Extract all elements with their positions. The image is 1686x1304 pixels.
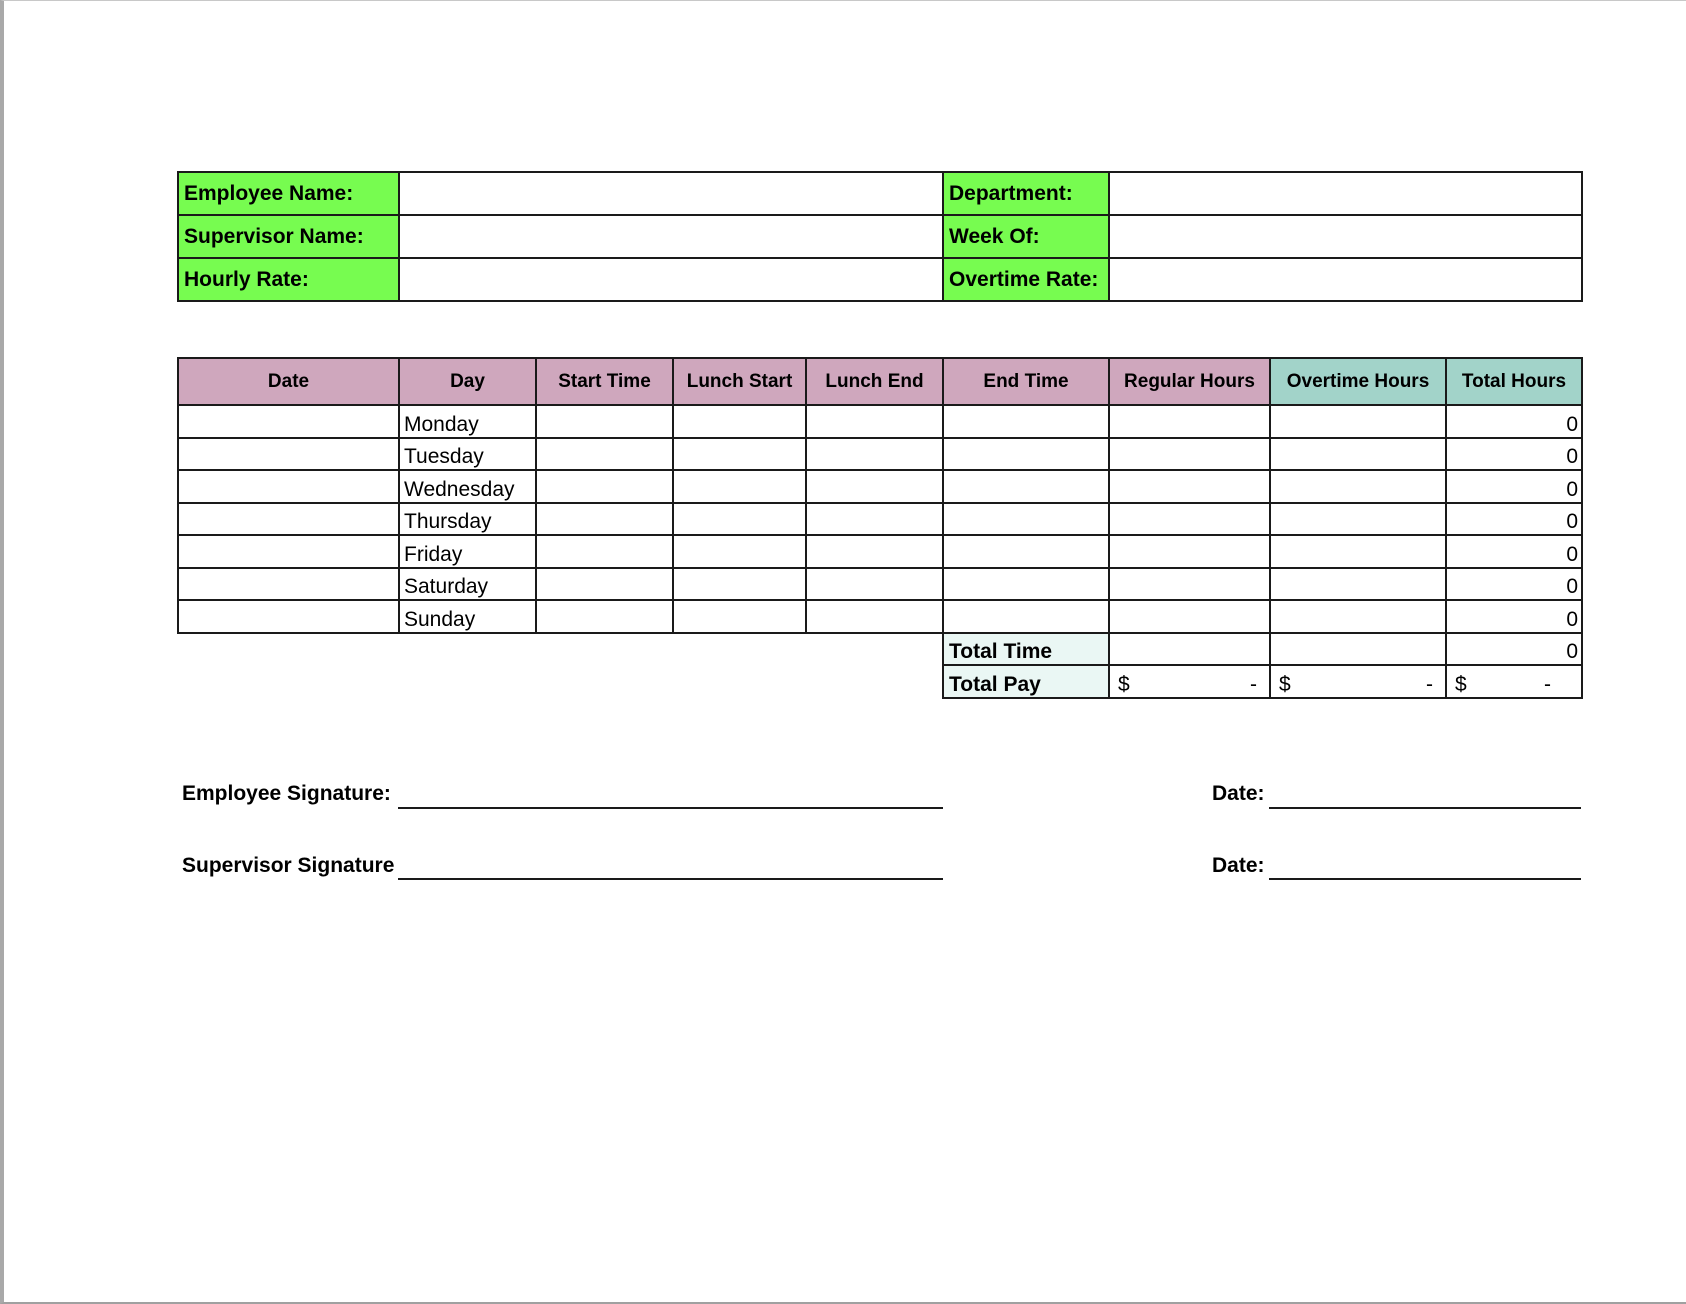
- col-header-overtime-hours: Overtime Hours: [1270, 358, 1446, 405]
- date-cell[interactable]: [178, 568, 399, 601]
- overtime-rate-field[interactable]: [1109, 258, 1582, 301]
- date-cell[interactable]: [178, 405, 399, 438]
- end-time-cell[interactable]: [943, 600, 1109, 633]
- end-time-cell[interactable]: [943, 568, 1109, 601]
- overtime-rate-label: Overtime Rate:: [943, 258, 1109, 301]
- employee-name-label: Employee Name:: [178, 172, 399, 215]
- table-row-tuesday: [178, 438, 1582, 471]
- overtime-hours-cell[interactable]: [1270, 470, 1446, 503]
- currency-symbol: $: [1279, 672, 1291, 696]
- employee-signature-label: Employee Signature:: [182, 782, 391, 805]
- table-row-thursday: [178, 503, 1582, 536]
- table-row-wednesday: [178, 470, 1582, 503]
- info-row-supervisor-name: [178, 215, 1582, 258]
- day-cell: Tuesday: [399, 438, 536, 471]
- lunch-end-cell[interactable]: [806, 568, 943, 601]
- week-of-field[interactable]: [1109, 215, 1582, 258]
- hourly-rate-label: Hourly Rate:: [178, 258, 399, 301]
- lunch-end-cell[interactable]: [806, 405, 943, 438]
- table-row-friday: [178, 535, 1582, 568]
- table-row-saturday: [178, 568, 1582, 601]
- supervisor-date-label: Date:: [1212, 854, 1265, 877]
- date-cell[interactable]: [178, 535, 399, 568]
- start-time-cell[interactable]: [536, 438, 673, 471]
- regular-hours-cell[interactable]: [1109, 600, 1270, 633]
- total-pay-row: [178, 665, 1582, 698]
- lunch-end-cell[interactable]: [806, 438, 943, 471]
- total-hours-cell: 0: [1446, 568, 1582, 601]
- supervisor-signature-line[interactable]: [398, 878, 943, 880]
- employee-signature-line[interactable]: [398, 807, 943, 809]
- regular-hours-cell[interactable]: [1109, 568, 1270, 601]
- overtime-hours-cell[interactable]: [1270, 535, 1446, 568]
- regular-hours-cell[interactable]: [1109, 405, 1270, 438]
- col-header-lunch-end: Lunch End: [806, 358, 943, 405]
- total-time-row: [178, 633, 1582, 666]
- lunch-start-cell[interactable]: [673, 568, 806, 601]
- start-time-cell[interactable]: [536, 568, 673, 601]
- total-overtime-hours: [1270, 633, 1446, 666]
- overtime-hours-cell[interactable]: [1270, 438, 1446, 471]
- supervisor-date-line[interactable]: [1269, 878, 1581, 880]
- info-row-employee-name: [178, 172, 1582, 215]
- date-cell[interactable]: [178, 470, 399, 503]
- start-time-cell[interactable]: [536, 470, 673, 503]
- day-cell: Friday: [399, 535, 536, 568]
- timesheet-table: [177, 357, 1583, 699]
- regular-hours-cell[interactable]: [1109, 438, 1270, 471]
- overtime-pay-cell: [1270, 665, 1446, 698]
- table-row-monday: [178, 405, 1582, 438]
- spacer: [178, 665, 943, 698]
- total-time-label: Total Time: [943, 633, 1109, 666]
- total-pay-label: Total Pay: [943, 665, 1109, 698]
- lunch-start-cell[interactable]: [673, 503, 806, 536]
- supervisor-signature-label: Supervisor Signature: [182, 854, 395, 877]
- total-hours-cell: 0: [1446, 600, 1582, 633]
- overtime-hours-cell[interactable]: [1270, 568, 1446, 601]
- day-cell: Sunday: [399, 600, 536, 633]
- total-regular-hours: [1109, 633, 1270, 666]
- col-header-lunch-start: Lunch Start: [673, 358, 806, 405]
- supervisor-name-label: Supervisor Name:: [178, 215, 399, 258]
- week-of-label: Week Of:: [943, 215, 1109, 258]
- regular-pay-cell: [1109, 665, 1270, 698]
- end-time-cell[interactable]: [943, 438, 1109, 471]
- lunch-end-cell[interactable]: [806, 600, 943, 633]
- overtime-pay-value: -: [1426, 672, 1433, 696]
- total-hours-cell: 0: [1446, 503, 1582, 536]
- hourly-rate-field[interactable]: [399, 258, 943, 301]
- employee-info-table: [177, 171, 1583, 302]
- col-header-end-time: End Time: [943, 358, 1109, 405]
- table-row-sunday: [178, 600, 1582, 633]
- currency-symbol: $: [1118, 672, 1130, 696]
- day-cell: Wednesday: [399, 470, 536, 503]
- lunch-start-cell[interactable]: [673, 470, 806, 503]
- total-hours-cell: 0: [1446, 470, 1582, 503]
- col-header-day: Day: [399, 358, 536, 405]
- date-cell[interactable]: [178, 438, 399, 471]
- end-time-cell[interactable]: [943, 470, 1109, 503]
- date-cell[interactable]: [178, 600, 399, 633]
- total-pay-cell: [1446, 665, 1582, 698]
- lunch-start-cell[interactable]: [673, 405, 806, 438]
- start-time-cell[interactable]: [536, 405, 673, 438]
- employee-date-line[interactable]: [1269, 807, 1581, 809]
- total-hours-cell: 0: [1446, 535, 1582, 568]
- lunch-start-cell[interactable]: [673, 535, 806, 568]
- regular-hours-cell[interactable]: [1109, 503, 1270, 536]
- overtime-hours-cell[interactable]: [1270, 600, 1446, 633]
- lunch-end-cell[interactable]: [806, 470, 943, 503]
- employee-name-field[interactable]: [399, 172, 943, 215]
- regular-hours-cell[interactable]: [1109, 535, 1270, 568]
- department-field[interactable]: [1109, 172, 1582, 215]
- day-cell: Monday: [399, 405, 536, 438]
- overtime-hours-cell[interactable]: [1270, 405, 1446, 438]
- regular-hours-cell[interactable]: [1109, 470, 1270, 503]
- start-time-cell[interactable]: [536, 535, 673, 568]
- end-time-cell[interactable]: [943, 535, 1109, 568]
- total-pay-value: -: [1544, 672, 1551, 696]
- department-label: Department:: [943, 172, 1109, 215]
- end-time-cell[interactable]: [943, 503, 1109, 536]
- start-time-cell[interactable]: [536, 600, 673, 633]
- col-header-regular-hours: Regular Hours: [1109, 358, 1270, 405]
- spacer: [178, 633, 943, 666]
- day-cell: Saturday: [399, 568, 536, 601]
- col-header-date: Date: [178, 358, 399, 405]
- end-time-cell[interactable]: [943, 405, 1109, 438]
- lunch-end-cell[interactable]: [806, 535, 943, 568]
- total-hours-cell: 0: [1446, 438, 1582, 471]
- start-time-cell[interactable]: [536, 503, 673, 536]
- total-hours-cell: 0: [1446, 405, 1582, 438]
- col-header-total-hours: Total Hours: [1446, 358, 1582, 405]
- col-header-start-time: Start Time: [536, 358, 673, 405]
- overtime-hours-cell[interactable]: [1270, 503, 1446, 536]
- lunch-end-cell[interactable]: [806, 503, 943, 536]
- lunch-start-cell[interactable]: [673, 600, 806, 633]
- info-row-rates: [178, 258, 1582, 301]
- employee-date-label: Date:: [1212, 782, 1265, 805]
- supervisor-name-field[interactable]: [399, 215, 943, 258]
- day-cell: Thursday: [399, 503, 536, 536]
- total-hours-sum: 0: [1446, 633, 1582, 666]
- lunch-start-cell[interactable]: [673, 438, 806, 471]
- regular-pay-value: -: [1250, 672, 1257, 696]
- currency-symbol: $: [1455, 672, 1467, 696]
- date-cell[interactable]: [178, 503, 399, 536]
- header-row: [178, 358, 1582, 405]
